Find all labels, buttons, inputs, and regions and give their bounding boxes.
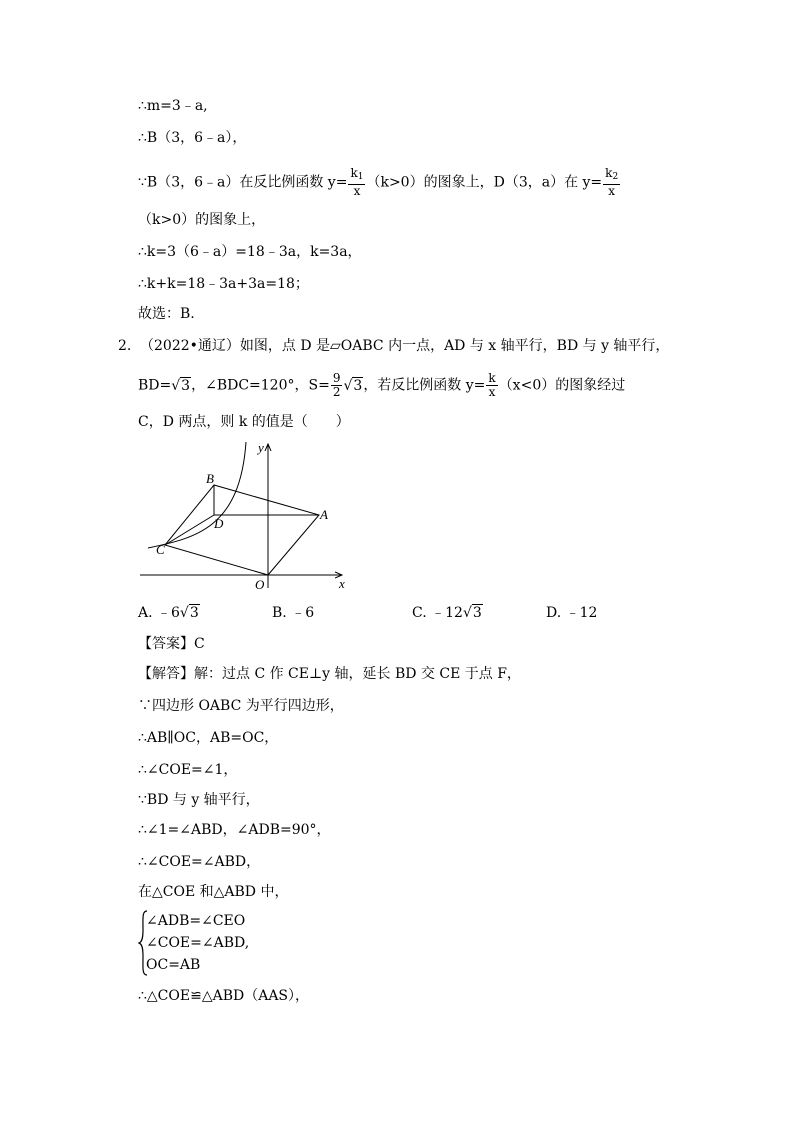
text-fragment: （k>0）的图象上，D（3，a）在 y= <box>366 174 603 191</box>
sqrt: √3 <box>171 377 191 394</box>
text-line <box>138 167 621 198</box>
question-line: （2022•通辽）如图，点 D 是▱OABC 内一点，AD 与 x 轴平行，BD 与 y 轴平行， <box>140 338 670 354</box>
text-line: （k>0）的图象上， <box>138 212 266 228</box>
option-label: C. ﹣12 <box>412 605 463 621</box>
text-fragment: ，若反比例函数 y= <box>363 377 486 394</box>
denominator: x <box>608 184 616 198</box>
text-line: ∴B（3，6﹣a）， <box>138 130 247 146</box>
solution-line: ∴AB∥OC，AB=OC， <box>138 730 279 746</box>
equation-row: OC=AB <box>146 957 201 973</box>
option-label: A. ﹣6 <box>138 605 180 621</box>
subscript: 1 <box>357 172 364 182</box>
fraction <box>486 372 497 399</box>
segment-cd <box>165 515 214 545</box>
label-d: D <box>214 516 224 531</box>
text-fragment: BD= <box>138 377 172 394</box>
radicand: 3 <box>189 605 199 621</box>
text-line: ∴k+k=18﹣3a+3a=18； <box>138 276 309 292</box>
solution-line: ∵四边形 OABC 为平行四边形， <box>138 698 344 714</box>
label-x: x <box>339 576 345 591</box>
numerator: k <box>488 371 496 385</box>
sqrt: √3 <box>343 377 363 394</box>
denominator: 2 <box>332 385 341 399</box>
hyperbola-curve <box>148 442 246 548</box>
solution-line: 【解答】解：过点 C 作 CE⊥y 轴，延长 BD 交 CE 于点 F， <box>138 666 521 682</box>
text-fragment: （x<0）的图象经过 <box>498 377 626 394</box>
text-fragment: ∵B（3，6﹣a）在反比例函数 y= <box>138 174 348 191</box>
solution-line: 在△COE 和△ABD 中， <box>138 884 289 900</box>
text-line: ∴k=3（6﹣a）=18﹣3a，k=3a， <box>138 244 362 260</box>
solution-line: ∴∠COE=∠1， <box>138 762 238 778</box>
text-line: ∴m=3﹣a, <box>138 98 208 114</box>
option-a <box>138 602 200 622</box>
label-o: O <box>255 577 265 592</box>
equation-row: ∠ADB=∠CEO <box>146 913 246 929</box>
label-a: A <box>320 507 328 522</box>
option-b: B. ﹣6 <box>272 605 315 621</box>
sqrt: √3 <box>179 605 199 621</box>
option-c <box>412 602 483 622</box>
equation-system <box>138 910 298 976</box>
radicand: 3 <box>181 377 191 394</box>
radicand: 3 <box>353 377 363 394</box>
answer-line: 【答案】C <box>138 636 205 652</box>
numerator: k <box>605 166 613 180</box>
fraction <box>331 372 343 399</box>
subscript: 2 <box>612 172 619 182</box>
option-d: D. ﹣12 <box>546 605 598 621</box>
text-line: 故选：B. <box>138 306 195 322</box>
label-y: y <box>258 440 264 455</box>
denominator: x <box>353 184 361 198</box>
fraction <box>603 167 620 198</box>
question-number: 2. <box>118 338 132 354</box>
label-b: B <box>206 471 214 486</box>
solution-line: ∴∠COE=∠ABD， <box>138 854 261 870</box>
solution-line: ∴△COE≌△ABD（AAS）， <box>138 988 310 1004</box>
question-line: C，D 两点，则 k 的值是（ ） <box>138 414 350 430</box>
numerator: 9 <box>332 371 341 385</box>
fraction <box>348 167 365 198</box>
solution-line: ∵BD 与 y 轴平行， <box>138 792 260 808</box>
parallelogram-oabc <box>165 485 319 575</box>
radicand: 3 <box>472 605 482 621</box>
text-fragment: ，∠BDC=120°，S= <box>191 377 330 394</box>
label-c: C <box>156 542 165 557</box>
sqrt: √3 <box>462 605 482 621</box>
equation-row: ∠COE=∠ABD, <box>146 935 250 951</box>
solution-line: ∴∠1=∠ABD，∠ADB=90°， <box>138 822 331 838</box>
denominator: x <box>488 385 496 399</box>
numerator: k <box>350 166 358 180</box>
question-line <box>138 372 625 399</box>
geometry-figure <box>136 438 366 596</box>
